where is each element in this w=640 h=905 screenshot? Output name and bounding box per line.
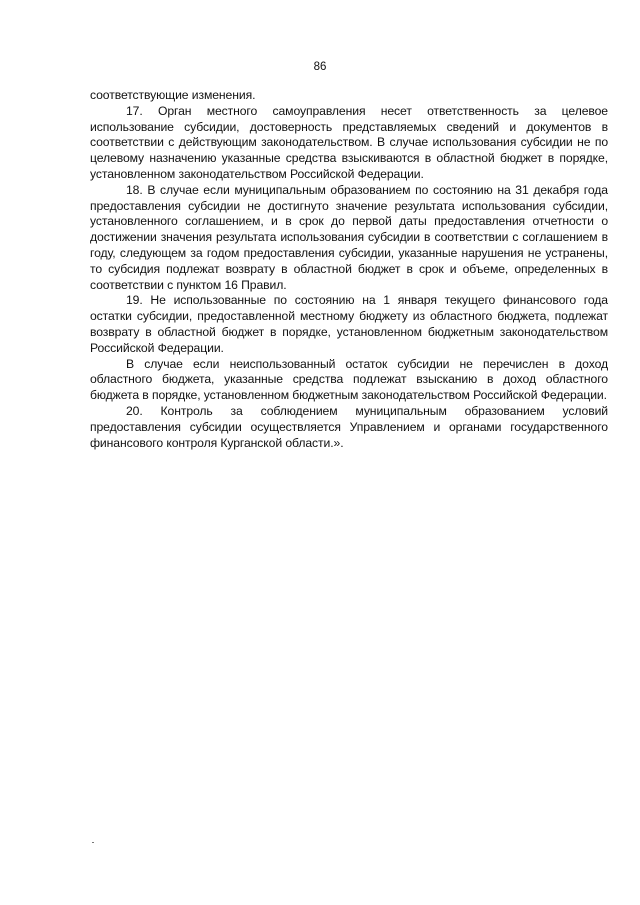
paragraph-item-17: 17. Орган местного самоуправления несет ответственность за целевое использование субсидии, достоверность представляемых сведений и документов в соответствии с действующим законодательством. В случае использования субсидии не по целевому назначению указанные средства взыскиваются в областной бюджет в порядке, установленном законодательством Российской Федерации.	[90, 103, 608, 181]
paragraph-item-19-continued: В случае если неиспользованный остаток субсидии не перечислен в доход областного бюджета, указанные средства подлежат взысканию в доход областного бюджета в порядке, установленном бюджетным законодательством Российской Федерации.	[90, 356, 608, 403]
scan-speck	[92, 842, 94, 843]
document-body	[90, 88, 608, 451]
paragraph-item-18: 18. В случае если муниципальным образованием по состоянию на 31 декабря года предоставления субсидии не достигнуто значение результата использования субсидии, установленного соглашением, и в срок до первой даты предоставления отчетности о достижении значения результата использования субсидии в соответствии с соглашением в году, следующем за годом предоставления субсидии, указанные нарушения не устранены, то субсидия подлежат возврату в областной бюджет в срок и объеме, определенных в соответствии с пунктом 16 Правил.	[90, 182, 608, 292]
paragraph-item-19: 19. Не использованные по состоянию на 1 января текущего финансового года остатки субсидии, предоставленной местному бюджету из областного бюджета, подлежат возврату в областной бюджет в порядке, установленном бюджетным законодательством Российской Федерации.	[90, 293, 608, 355]
paragraph-continuation: соответствующие изменения.	[90, 88, 256, 102]
paragraph-item-20: 20. Контроль за соблюдением муниципальным образованием условий предоставления субсидии осуществляется Управлением и органами государственного финансового контроля Курганской области.».	[90, 403, 608, 450]
page-number: 86	[313, 61, 327, 73]
